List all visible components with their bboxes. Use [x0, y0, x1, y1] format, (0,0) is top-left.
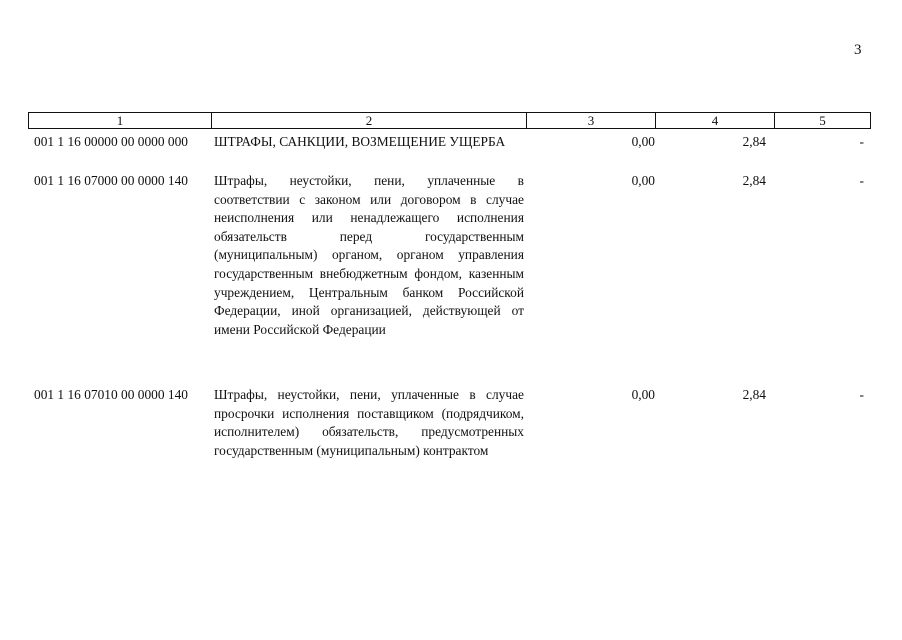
row-col4: 2,84	[742, 134, 766, 149]
header-col-2: 2	[212, 113, 527, 129]
row-code: 001 1 16 07000 00 0000 140	[34, 173, 188, 188]
row-code: 001 1 16 07010 00 0000 140	[34, 387, 188, 402]
row-code: 001 1 16 00000 00 0000 000	[34, 134, 188, 149]
row-col3: 0,00	[631, 173, 655, 188]
row-col4: 2,84	[742, 173, 766, 188]
row-col5: -	[859, 387, 864, 402]
row-col5: -	[859, 134, 864, 149]
row-col5: -	[859, 173, 864, 188]
row-name: ШТРАФЫ, САНКЦИИ, ВОЗМЕЩЕНИЕ УЩЕРБА	[214, 134, 506, 149]
row-name: Штрафы, неустойки, пени, уплаченные в соответствии с законом или договором в случае неисполнения или ненадлежащего исполнения обязательств перед государственным (муниципальным) органом, органом управления государственным внебюджетным фондом, казенным учреждением, Центральным банком Российской Федерации, иной организацией, действующей от имени Российской Федерации	[214, 173, 524, 337]
row-col3: 0,00	[631, 134, 655, 149]
row-col4: 2,84	[742, 387, 766, 402]
row-name: Штрафы, неустойки, пени, уплаченные в случае просрочки исполнения поставщиком (подрядчиком, исполнителем) обязательств, предусмотренных государственным (муниципальным) контрактом	[214, 387, 524, 458]
column-number-header	[28, 112, 871, 129]
row-col3: 0,00	[631, 387, 655, 402]
header-col-5: 5	[775, 113, 871, 129]
header-col-3: 3	[527, 113, 656, 129]
header-col-1: 1	[29, 113, 212, 129]
page-number: 3	[854, 42, 862, 58]
header-col-4: 4	[656, 113, 775, 129]
